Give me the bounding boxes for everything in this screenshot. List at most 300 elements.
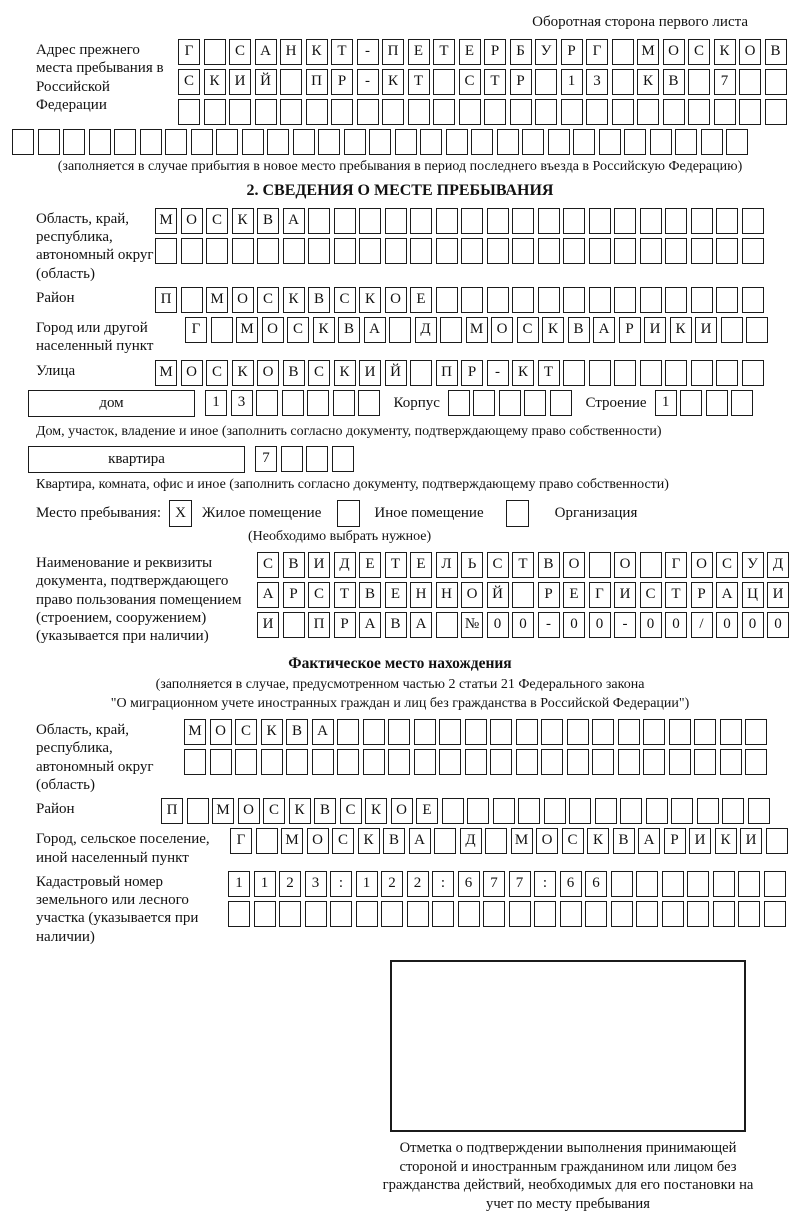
char-box[interactable]: 1 xyxy=(356,871,378,897)
char-box[interactable] xyxy=(306,99,328,125)
char-box[interactable] xyxy=(538,287,560,313)
char-box[interactable]: 1 xyxy=(228,871,250,897)
char-box[interactable]: К xyxy=(306,39,328,65)
char-box[interactable] xyxy=(716,360,738,386)
char-box[interactable] xyxy=(765,69,787,95)
char-box[interactable] xyxy=(560,901,582,927)
char-box[interactable] xyxy=(184,749,206,775)
char-box[interactable] xyxy=(255,99,277,125)
char-box[interactable] xyxy=(745,719,767,745)
char-box[interactable]: С xyxy=(562,828,584,854)
char-box[interactable] xyxy=(206,238,228,264)
char-box[interactable]: И xyxy=(308,552,330,578)
char-box[interactable] xyxy=(280,69,302,95)
char-box[interactable]: С xyxy=(640,582,662,608)
char-box[interactable]: Ц xyxy=(742,582,764,608)
char-box[interactable]: К xyxy=(637,69,659,95)
char-box[interactable] xyxy=(595,798,617,824)
char-box[interactable]: С xyxy=(287,317,309,343)
char-box[interactable]: К xyxy=(359,287,381,313)
char-box[interactable] xyxy=(382,99,404,125)
char-box[interactable] xyxy=(490,749,512,775)
char-box[interactable]: С xyxy=(206,208,228,234)
char-box[interactable]: А xyxy=(364,317,386,343)
char-box[interactable]: Р xyxy=(510,69,532,95)
char-box[interactable] xyxy=(432,901,454,927)
char-box[interactable] xyxy=(516,749,538,775)
char-box[interactable] xyxy=(643,749,665,775)
char-box[interactable] xyxy=(636,901,658,927)
char-box[interactable] xyxy=(484,99,506,125)
char-box[interactable] xyxy=(485,828,507,854)
char-box[interactable] xyxy=(518,798,540,824)
char-box[interactable] xyxy=(592,719,614,745)
char-box[interactable] xyxy=(38,129,60,155)
char-box[interactable] xyxy=(388,719,410,745)
char-box[interactable] xyxy=(714,99,736,125)
char-box[interactable]: Р xyxy=(334,612,356,638)
char-box[interactable]: П xyxy=(306,69,328,95)
char-box[interactable] xyxy=(640,360,662,386)
char-box[interactable]: С xyxy=(229,39,251,65)
char-box[interactable] xyxy=(89,129,111,155)
char-box[interactable]: И xyxy=(614,582,636,608)
char-box[interactable]: В xyxy=(257,208,279,234)
char-box[interactable] xyxy=(471,129,493,155)
char-box[interactable]: Т xyxy=(538,360,560,386)
char-box[interactable]: М xyxy=(212,798,234,824)
char-box[interactable] xyxy=(155,238,177,264)
char-box[interactable] xyxy=(187,798,209,824)
char-box[interactable]: Е xyxy=(408,39,430,65)
char-box[interactable]: П xyxy=(382,39,404,65)
char-box[interactable]: К xyxy=(512,360,534,386)
char-box[interactable] xyxy=(369,129,391,155)
char-box[interactable] xyxy=(337,719,359,745)
char-box[interactable] xyxy=(541,749,563,775)
char-box[interactable] xyxy=(283,238,305,264)
char-box[interactable]: О xyxy=(563,552,585,578)
char-box[interactable] xyxy=(691,208,713,234)
char-box[interactable]: И xyxy=(644,317,666,343)
checkbox-zhiloe[interactable]: X xyxy=(169,500,192,527)
char-box[interactable]: Ь xyxy=(461,552,483,578)
char-box[interactable]: Г xyxy=(586,39,608,65)
char-box[interactable]: С xyxy=(459,69,481,95)
char-box[interactable] xyxy=(436,287,458,313)
char-box[interactable]: И xyxy=(689,828,711,854)
char-box[interactable] xyxy=(589,287,611,313)
char-box[interactable] xyxy=(687,901,709,927)
char-box[interactable] xyxy=(440,317,462,343)
char-box[interactable] xyxy=(305,901,327,927)
char-box[interactable]: - xyxy=(357,69,379,95)
char-box[interactable] xyxy=(573,129,595,155)
char-box[interactable] xyxy=(722,798,744,824)
char-box[interactable]: С xyxy=(257,287,279,313)
char-box[interactable] xyxy=(665,208,687,234)
char-box[interactable]: 2 xyxy=(279,871,301,897)
char-box[interactable] xyxy=(586,99,608,125)
char-box[interactable]: С xyxy=(688,39,710,65)
char-box[interactable] xyxy=(414,719,436,745)
char-box[interactable] xyxy=(748,798,770,824)
char-box[interactable] xyxy=(312,749,334,775)
char-box[interactable]: Т xyxy=(408,69,430,95)
char-box[interactable]: В xyxy=(283,552,305,578)
char-box[interactable] xyxy=(640,208,662,234)
char-box[interactable] xyxy=(257,238,279,264)
char-box[interactable] xyxy=(334,208,356,234)
char-box[interactable] xyxy=(716,208,738,234)
char-box[interactable] xyxy=(675,129,697,155)
char-box[interactable] xyxy=(509,901,531,927)
dom-rect[interactable]: дом xyxy=(28,390,195,417)
char-box[interactable] xyxy=(742,238,764,264)
char-box[interactable] xyxy=(612,99,634,125)
char-box[interactable] xyxy=(433,69,455,95)
char-box[interactable] xyxy=(487,238,509,264)
char-box[interactable] xyxy=(465,719,487,745)
char-box[interactable] xyxy=(410,208,432,234)
char-box[interactable]: Л xyxy=(436,552,458,578)
char-box[interactable]: 0 xyxy=(640,612,662,638)
char-box[interactable] xyxy=(439,719,461,745)
char-box[interactable]: 7 xyxy=(714,69,736,95)
char-box[interactable]: К xyxy=(232,360,254,386)
char-box[interactable] xyxy=(589,238,611,264)
char-box[interactable]: Б xyxy=(510,39,532,65)
char-box[interactable]: Г xyxy=(185,317,207,343)
char-box[interactable] xyxy=(465,749,487,775)
char-box[interactable] xyxy=(381,901,403,927)
char-box[interactable] xyxy=(281,446,303,472)
char-box[interactable]: В xyxy=(663,69,685,95)
char-box[interactable]: О xyxy=(181,208,203,234)
char-box[interactable]: Г xyxy=(589,582,611,608)
char-box[interactable]: Р xyxy=(331,69,353,95)
char-box[interactable] xyxy=(746,317,768,343)
char-box[interactable] xyxy=(385,208,407,234)
char-box[interactable] xyxy=(643,719,665,745)
char-box[interactable]: К xyxy=(358,828,380,854)
char-box[interactable] xyxy=(646,798,668,824)
char-box[interactable] xyxy=(497,129,519,155)
char-box[interactable] xyxy=(308,238,330,264)
char-box[interactable] xyxy=(307,390,329,416)
char-box[interactable] xyxy=(332,446,354,472)
char-box[interactable]: К xyxy=(382,69,404,95)
char-box[interactable] xyxy=(618,749,640,775)
char-box[interactable]: О xyxy=(614,552,636,578)
char-box[interactable]: Т xyxy=(334,582,356,608)
char-box[interactable]: О xyxy=(491,317,513,343)
char-box[interactable]: К xyxy=(313,317,335,343)
char-box[interactable] xyxy=(764,871,786,897)
char-box[interactable] xyxy=(204,39,226,65)
char-box[interactable]: 0 xyxy=(742,612,764,638)
char-box[interactable] xyxy=(662,901,684,927)
char-box[interactable] xyxy=(716,238,738,264)
char-box[interactable]: Е xyxy=(563,582,585,608)
char-box[interactable] xyxy=(599,129,621,155)
char-box[interactable] xyxy=(63,129,85,155)
char-box[interactable] xyxy=(333,390,355,416)
char-box[interactable] xyxy=(550,390,572,416)
char-box[interactable] xyxy=(563,238,585,264)
char-box[interactable]: Р xyxy=(664,828,686,854)
char-box[interactable]: В xyxy=(359,582,381,608)
char-box[interactable] xyxy=(720,719,742,745)
char-box[interactable] xyxy=(204,99,226,125)
char-box[interactable] xyxy=(178,99,200,125)
char-box[interactable] xyxy=(563,360,585,386)
char-box[interactable] xyxy=(344,129,366,155)
char-box[interactable] xyxy=(436,612,458,638)
char-box[interactable]: Е xyxy=(410,287,432,313)
char-box[interactable]: Т xyxy=(385,552,407,578)
char-box[interactable]: К xyxy=(289,798,311,824)
char-box[interactable] xyxy=(389,317,411,343)
char-box[interactable] xyxy=(318,129,340,155)
char-box[interactable]: О xyxy=(238,798,260,824)
char-box[interactable]: О xyxy=(385,287,407,313)
char-box[interactable]: Е xyxy=(459,39,481,65)
char-box[interactable] xyxy=(614,287,636,313)
char-box[interactable]: : xyxy=(330,871,352,897)
char-box[interactable] xyxy=(561,99,583,125)
char-box[interactable]: - xyxy=(614,612,636,638)
char-box[interactable]: Й xyxy=(487,582,509,608)
char-box[interactable] xyxy=(181,238,203,264)
char-box[interactable]: 0 xyxy=(716,612,738,638)
char-box[interactable] xyxy=(228,901,250,927)
char-box[interactable]: К xyxy=(542,317,564,343)
char-box[interactable]: А xyxy=(312,719,334,745)
char-box[interactable]: 1 xyxy=(205,390,227,416)
char-box[interactable]: - xyxy=(357,39,379,65)
char-box[interactable] xyxy=(534,901,556,927)
char-box[interactable]: С xyxy=(334,287,356,313)
char-box[interactable] xyxy=(620,798,642,824)
char-box[interactable]: А xyxy=(593,317,615,343)
char-box[interactable] xyxy=(254,901,276,927)
char-box[interactable]: 1 xyxy=(655,390,677,416)
char-box[interactable] xyxy=(467,798,489,824)
char-box[interactable]: М xyxy=(236,317,258,343)
char-box[interactable] xyxy=(512,208,534,234)
char-box[interactable]: С xyxy=(263,798,285,824)
char-box[interactable]: : xyxy=(534,871,556,897)
char-box[interactable]: Р xyxy=(484,39,506,65)
char-box[interactable]: Р xyxy=(619,317,641,343)
checkbox-inoe[interactable] xyxy=(337,500,360,527)
char-box[interactable] xyxy=(461,208,483,234)
char-box[interactable] xyxy=(490,719,512,745)
char-box[interactable] xyxy=(114,129,136,155)
char-box[interactable] xyxy=(697,798,719,824)
char-box[interactable] xyxy=(512,238,534,264)
char-box[interactable]: В xyxy=(383,828,405,854)
char-box[interactable]: У xyxy=(535,39,557,65)
char-box[interactable] xyxy=(541,719,563,745)
char-box[interactable]: Г xyxy=(665,552,687,578)
char-box[interactable] xyxy=(688,99,710,125)
char-box[interactable]: М xyxy=(155,360,177,386)
char-box[interactable]: И xyxy=(257,612,279,638)
char-box[interactable]: А xyxy=(283,208,305,234)
char-box[interactable]: П xyxy=(155,287,177,313)
char-box[interactable]: С xyxy=(257,552,279,578)
char-box[interactable] xyxy=(612,69,634,95)
char-box[interactable]: С xyxy=(340,798,362,824)
char-box[interactable]: В xyxy=(568,317,590,343)
char-box[interactable]: О xyxy=(210,719,232,745)
char-box[interactable]: - xyxy=(538,612,560,638)
kvartira-rect[interactable]: квартира xyxy=(28,446,245,473)
char-box[interactable] xyxy=(669,719,691,745)
char-box[interactable] xyxy=(538,238,560,264)
char-box[interactable]: К xyxy=(715,828,737,854)
char-box[interactable] xyxy=(286,749,308,775)
char-box[interactable]: Р xyxy=(538,582,560,608)
char-box[interactable] xyxy=(436,238,458,264)
char-box[interactable]: К xyxy=(204,69,226,95)
char-box[interactable] xyxy=(538,208,560,234)
char-box[interactable] xyxy=(359,208,381,234)
char-box[interactable] xyxy=(720,749,742,775)
char-box[interactable]: В xyxy=(765,39,787,65)
char-box[interactable]: 0 xyxy=(487,612,509,638)
char-box[interactable]: 2 xyxy=(407,871,429,897)
char-box[interactable] xyxy=(306,446,328,472)
char-box[interactable]: С xyxy=(487,552,509,578)
char-box[interactable] xyxy=(448,390,470,416)
char-box[interactable]: М xyxy=(281,828,303,854)
char-box[interactable]: М xyxy=(511,828,533,854)
char-box[interactable]: О xyxy=(181,360,203,386)
char-box[interactable] xyxy=(706,390,728,416)
char-box[interactable]: Д xyxy=(334,552,356,578)
char-box[interactable] xyxy=(614,360,636,386)
char-box[interactable]: М xyxy=(466,317,488,343)
char-box[interactable]: В xyxy=(385,612,407,638)
char-box[interactable]: 1 xyxy=(254,871,276,897)
char-box[interactable]: 7 xyxy=(255,446,277,472)
char-box[interactable] xyxy=(742,360,764,386)
char-box[interactable]: П xyxy=(161,798,183,824)
char-box[interactable] xyxy=(493,798,515,824)
char-box[interactable]: 6 xyxy=(458,871,480,897)
char-box[interactable] xyxy=(434,828,456,854)
char-box[interactable] xyxy=(739,69,761,95)
char-box[interactable]: Д xyxy=(460,828,482,854)
char-box[interactable] xyxy=(589,552,611,578)
char-box[interactable]: В xyxy=(283,360,305,386)
char-box[interactable]: М xyxy=(206,287,228,313)
char-box[interactable]: 3 xyxy=(305,871,327,897)
char-box[interactable] xyxy=(691,238,713,264)
char-box[interactable]: 1 xyxy=(561,69,583,95)
char-box[interactable] xyxy=(256,390,278,416)
char-box[interactable]: С xyxy=(517,317,539,343)
char-box[interactable] xyxy=(499,390,521,416)
char-box[interactable]: О xyxy=(232,287,254,313)
char-box[interactable] xyxy=(261,749,283,775)
char-box[interactable]: Р xyxy=(691,582,713,608)
char-box[interactable]: Н xyxy=(436,582,458,608)
char-box[interactable] xyxy=(742,287,764,313)
char-box[interactable]: Т xyxy=(512,552,534,578)
char-box[interactable]: С xyxy=(308,360,330,386)
char-box[interactable] xyxy=(279,901,301,927)
char-box[interactable]: В xyxy=(314,798,336,824)
char-box[interactable]: Д xyxy=(415,317,437,343)
char-box[interactable] xyxy=(680,390,702,416)
char-box[interactable]: П xyxy=(308,612,330,638)
char-box[interactable]: И xyxy=(359,360,381,386)
char-box[interactable] xyxy=(614,208,636,234)
char-box[interactable] xyxy=(282,390,304,416)
char-box[interactable]: И xyxy=(229,69,251,95)
char-box[interactable] xyxy=(691,287,713,313)
char-box[interactable]: С xyxy=(206,360,228,386)
char-box[interactable] xyxy=(510,99,532,125)
char-box[interactable] xyxy=(738,901,760,927)
char-box[interactable] xyxy=(461,238,483,264)
char-box[interactable] xyxy=(611,871,633,897)
char-box[interactable]: К xyxy=(283,287,305,313)
char-box[interactable] xyxy=(407,901,429,927)
char-box[interactable] xyxy=(232,238,254,264)
char-box[interactable] xyxy=(567,749,589,775)
char-box[interactable] xyxy=(359,238,381,264)
char-box[interactable]: О xyxy=(257,360,279,386)
char-box[interactable] xyxy=(229,99,251,125)
char-box[interactable]: 7 xyxy=(509,871,531,897)
char-box[interactable]: 0 xyxy=(589,612,611,638)
char-box[interactable] xyxy=(446,129,468,155)
char-box[interactable]: А xyxy=(359,612,381,638)
char-box[interactable] xyxy=(293,129,315,155)
char-box[interactable] xyxy=(408,99,430,125)
char-box[interactable]: К xyxy=(261,719,283,745)
char-box[interactable] xyxy=(473,390,495,416)
char-box[interactable]: А xyxy=(716,582,738,608)
char-box[interactable] xyxy=(665,287,687,313)
char-box[interactable]: А xyxy=(255,39,277,65)
char-box[interactable]: Й xyxy=(385,360,407,386)
char-box[interactable] xyxy=(363,719,385,745)
char-box[interactable]: К xyxy=(334,360,356,386)
char-box[interactable] xyxy=(548,129,570,155)
char-box[interactable]: 3 xyxy=(586,69,608,95)
char-box[interactable] xyxy=(308,208,330,234)
char-box[interactable]: О xyxy=(663,39,685,65)
char-box[interactable] xyxy=(585,901,607,927)
char-box[interactable]: И xyxy=(740,828,762,854)
char-box[interactable] xyxy=(235,749,257,775)
char-box[interactable]: 3 xyxy=(231,390,253,416)
char-box[interactable]: 7 xyxy=(483,871,505,897)
char-box[interactable] xyxy=(611,901,633,927)
char-box[interactable]: К xyxy=(714,39,736,65)
char-box[interactable] xyxy=(563,287,585,313)
char-box[interactable] xyxy=(694,749,716,775)
char-box[interactable] xyxy=(337,749,359,775)
char-box[interactable] xyxy=(535,69,557,95)
char-box[interactable] xyxy=(544,798,566,824)
